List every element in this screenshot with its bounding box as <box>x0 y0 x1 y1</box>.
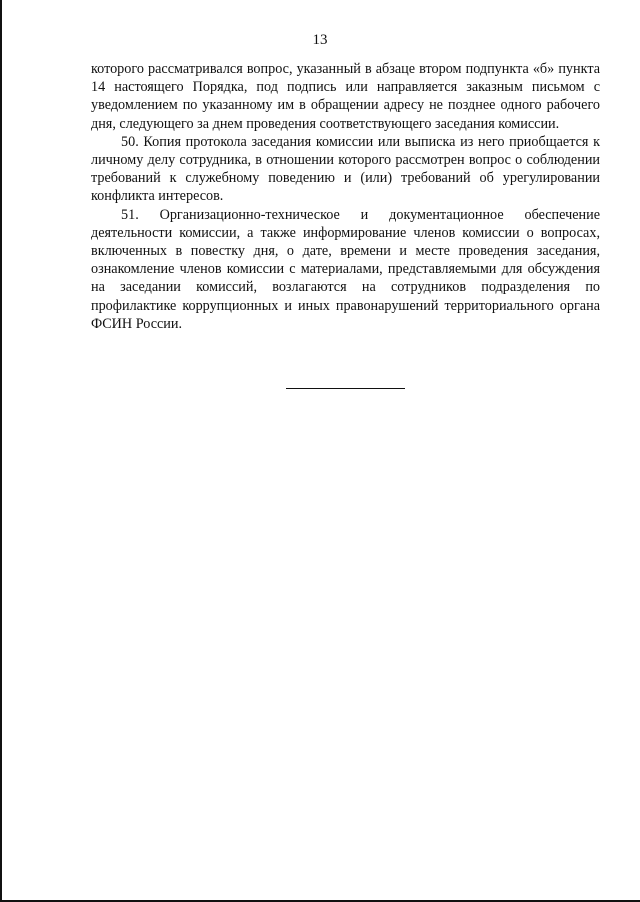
page-number: 13 <box>312 32 328 48</box>
paragraph-50: 50. Копия протокола заседания комиссии или выписка из него приобщается к личному делу сотрудника, в отношении которого рассмотрен вопрос о соблюдении требований к служебному поведению и (или) требований об урегулировании конфликта интересов. <box>91 133 600 205</box>
paragraph-continuation: которого рассматривался вопрос, указанный в абзаце втором подпункта «б» пункта 14 настоящего Порядка, под подпись или направляется заказным письмом с уведомлением по указанному им в обращении адресу не позднее одного рабочего дня, следующего за днем проведения соответствующего заседания комиссии. <box>91 61 600 132</box>
end-separator-line <box>286 388 405 389</box>
scan-edge-left <box>0 0 2 902</box>
paragraph-51: 51. Организационно-техническое и документационное обеспечение деятельности комиссии, а также информирование членов комиссии о вопросах, включенных в повестку дня, о дате, времени и месте проведения заседания, ознакомление членов комиссии с материалами, представляемыми для обсуждения на заседании комиссий, возлагаются на сотрудников подразделения по профилактике коррупционных и иных правонарушений территориального органа ФСИН России. <box>91 206 600 332</box>
document-body <box>91 60 600 333</box>
